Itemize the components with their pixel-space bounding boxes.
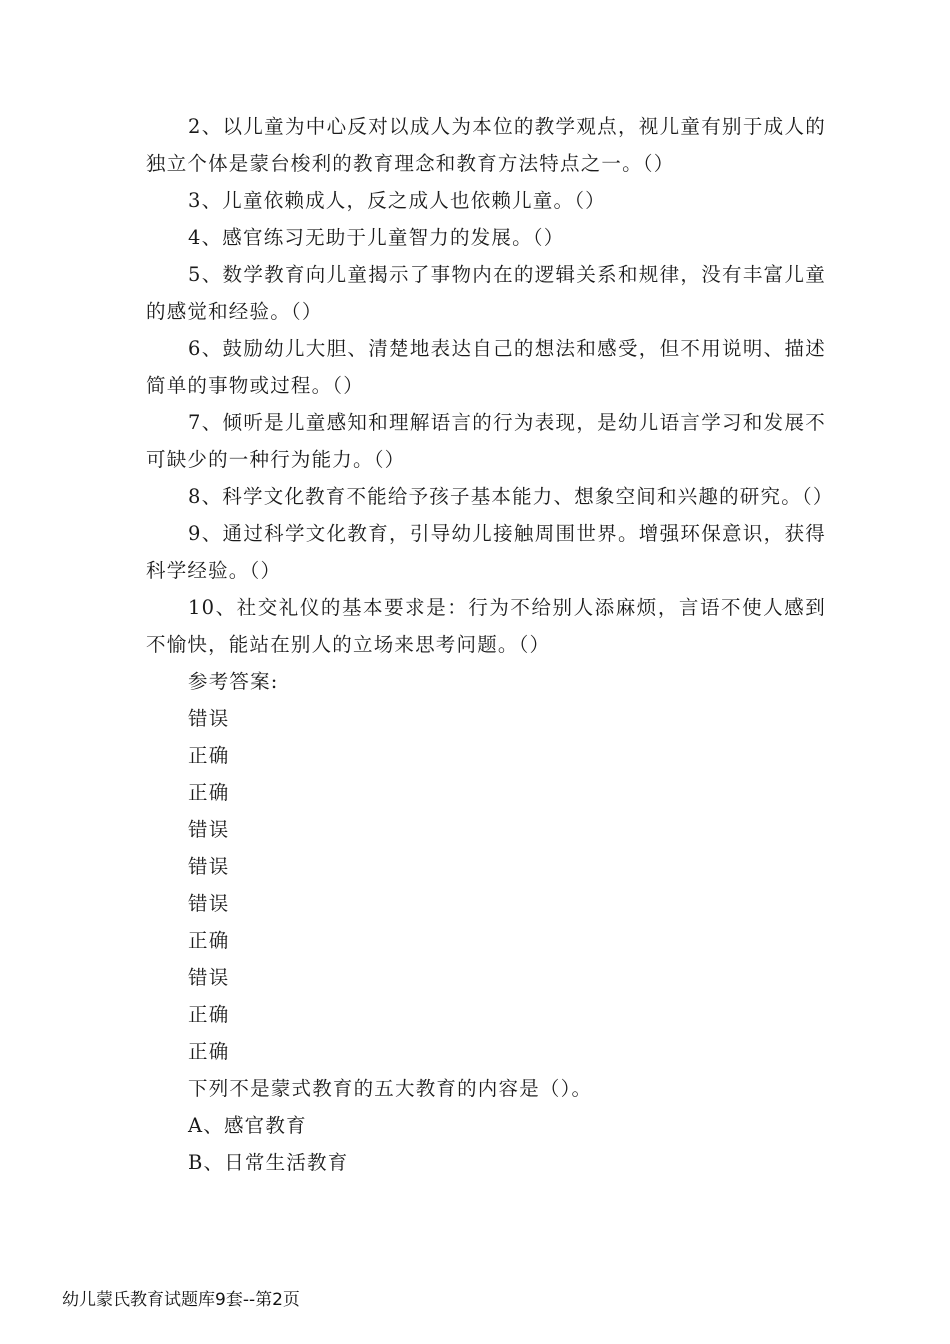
question-10: 10、社交礼仪的基本要求是：行为不给别人添麻烦，言语不使人感到不愉快，能站在别人的立场来思考问题。（） [146, 596, 826, 656]
answer-10: 正确 [188, 1040, 230, 1063]
answer-5: 错误 [188, 855, 230, 878]
question-7: 7、倾听是儿童感知和理解语言的行为表现，是幼儿语言学习和发展不可缺少的一种行为能力。（） [146, 411, 826, 471]
answer-2: 正确 [188, 744, 230, 767]
question-4: 4、感官练习无助于儿童智力的发展。（） [188, 226, 565, 249]
question-6: 6、鼓励幼儿大胆、清楚地表达自己的想法和感受，但不用说明、描述简单的事物或过程。（） [146, 337, 826, 397]
page-content [146, 108, 834, 1181]
answer-3: 正确 [188, 781, 230, 804]
answer-9: 正确 [188, 1003, 230, 1026]
option-b: B、日常生活教育 [188, 1151, 349, 1174]
question-3: 3、儿童依赖成人，反之成人也依赖儿童。（） [188, 189, 606, 212]
next-question-stem: 下列不是蒙式教育的五大教育的内容是（）。 [188, 1077, 593, 1100]
option-a: A、感官教育 [188, 1114, 307, 1137]
question-9: 9、通过科学文化教育，引导幼儿接触周围世界。增强环保意识，获得科学经验。（） [146, 522, 826, 582]
page-footer: 幼儿蒙氏教育试题库9套--第2页 [62, 1290, 300, 1310]
answers-heading: 参考答案: [188, 670, 279, 693]
answer-7: 正确 [188, 929, 230, 952]
question-2: 2、以儿童为中心反对以成人为本位的教学观点，视儿童有别于成人的独立个体是蒙台梭利的教育理念和教育方法特点之一。（） [146, 115, 826, 175]
question-5: 5、数学教育向儿童揭示了事物内在的逻辑关系和规律，没有丰富儿童的感觉和经验。（） [146, 263, 826, 323]
answer-6: 错误 [188, 892, 230, 915]
answer-8: 错误 [188, 966, 230, 989]
question-8: 8、科学文化教育不能给予孩子基本能力、想象空间和兴趣的研究。（） [188, 485, 834, 508]
answer-1: 错误 [188, 707, 230, 730]
answer-4: 错误 [188, 818, 230, 841]
